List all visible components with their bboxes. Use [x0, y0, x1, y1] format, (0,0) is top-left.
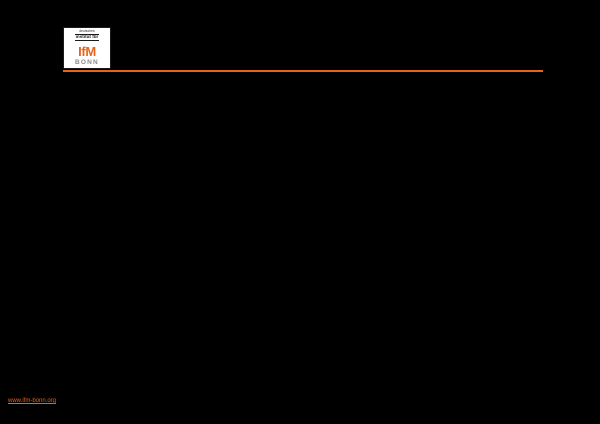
page-bottom-band: [0, 394, 600, 424]
logo-line-1: deutsches: [79, 28, 95, 33]
footer-website-link[interactable]: www.ifm-bonn.org: [8, 398, 57, 404]
logo-mark-text: IfM: [78, 44, 96, 59]
header-divider: [63, 70, 543, 72]
ifm-bonn-logo: [63, 27, 111, 69]
page-top-left-band: [0, 0, 63, 74]
logo-institute-text: [66, 29, 108, 42]
logo-line-2: institut für: [75, 34, 100, 42]
logo-subtitle-text: BONN: [75, 59, 99, 66]
document-body-redacted: [0, 74, 600, 394]
